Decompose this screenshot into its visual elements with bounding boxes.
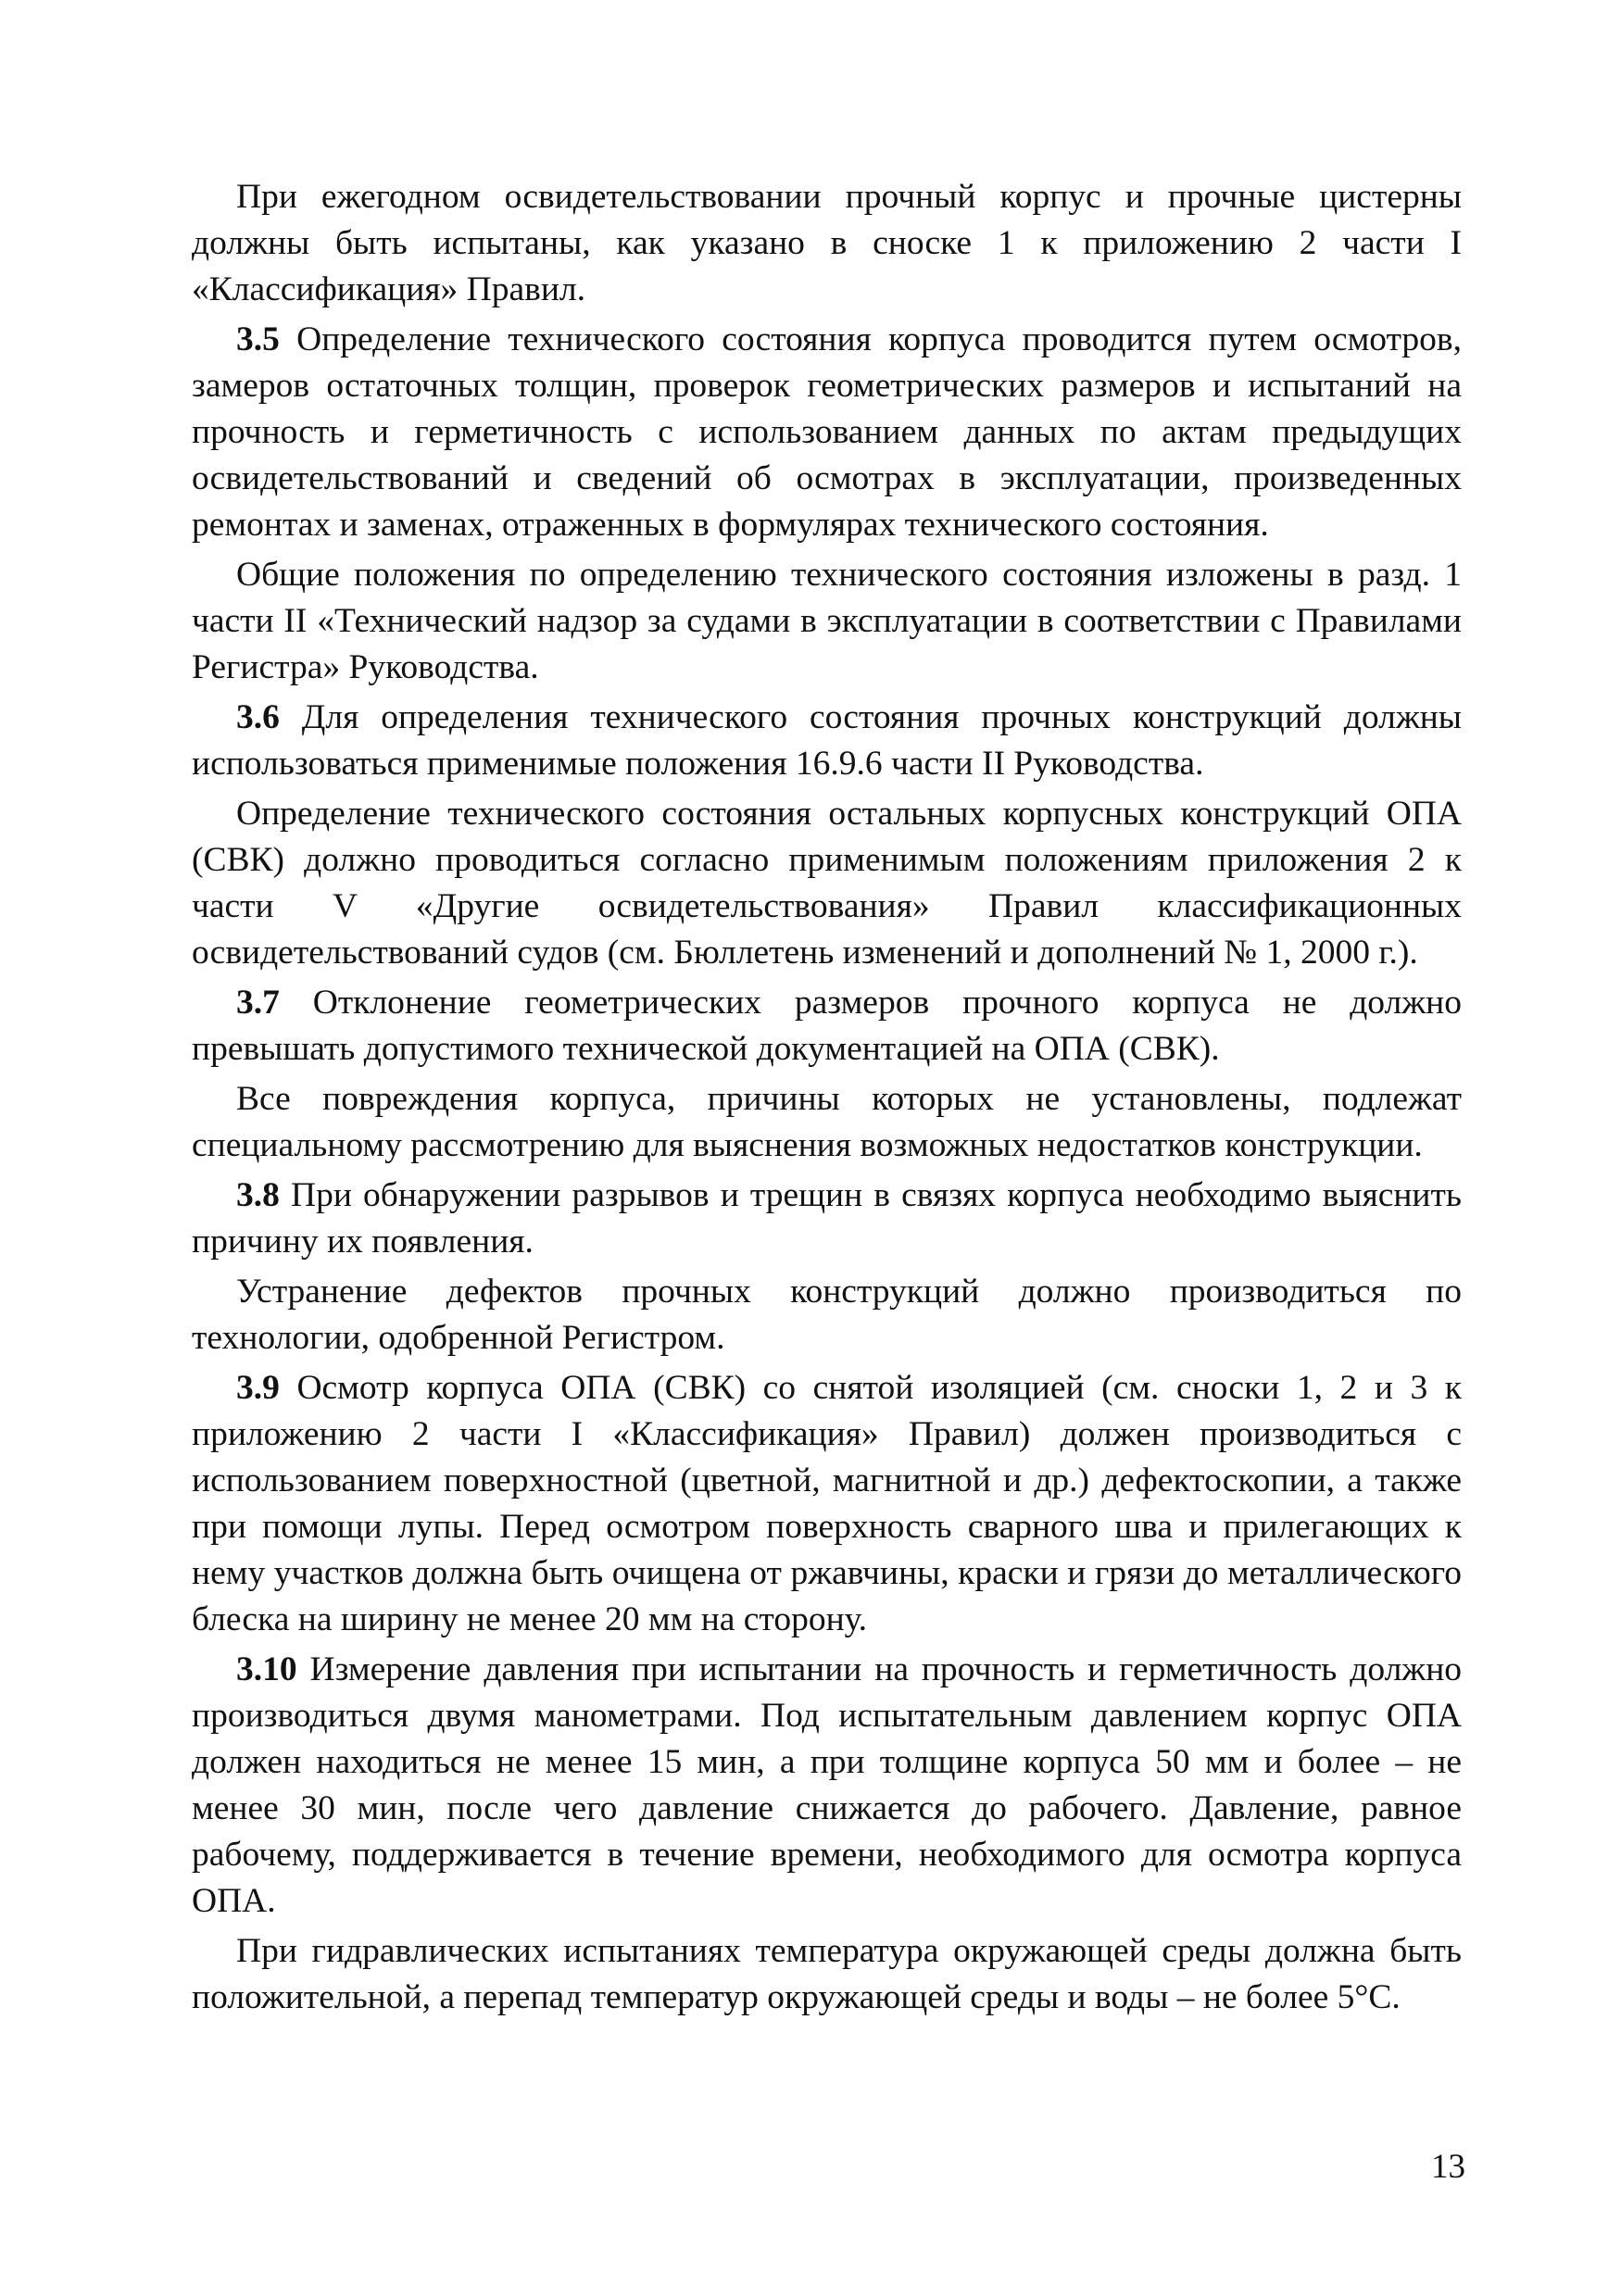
paragraph-text: Все повреждения корпуса, причины которых не установлены, подлежат специальному рассмотрению для выяснения возможных недостатков конструкции. (192, 1080, 1462, 1164)
paragraph-3-6 (192, 695, 1462, 787)
clause-number: 3.5 (236, 320, 280, 358)
paragraph-defect-elimination (192, 1269, 1462, 1361)
paragraph-text: Общие положения по определению технического состояния изложены в разд. 1 части II «Технический надзор за судами в эксплуатации в соответствии с Правилами Регистра» Руководства. (192, 556, 1462, 686)
paragraph-text: Определение технического состояния корпуса проводится путем осмотров, замеров остаточных толщин, проверок геометрических размеров и испытаний на прочность и герметичность с использованием данных по актам предыдущих освидетельствований и сведений об осмотрах в эксплуатации, произведенных ремонтах и заменах, отраженных в формулярах технического состояния. (192, 320, 1462, 544)
paragraph-other-structures (192, 791, 1462, 976)
body-text (192, 174, 1462, 2025)
paragraph-text: Устранение дефектов прочных конструкций должно производиться по технологии, одобренной Регистром. (192, 1273, 1462, 1357)
paragraph-3-8 (192, 1173, 1462, 1265)
paragraph-text: При обнаружении разрывов и трещин в связях корпуса необходимо выяснить причину их появления. (192, 1176, 1462, 1261)
paragraph-text: При гидравлических испытаниях температура окружающей среды должна быть положительной, а перепад температур окружающей среды и воды – не более 5°С. (192, 1932, 1462, 2016)
paragraph-text: Отклонение геометрических размеров прочного корпуса не должно превышать допустимого технической документацией на ОПА (СВК). (192, 984, 1462, 1068)
paragraph-general-provisions (192, 552, 1462, 691)
paragraph-text: Определение технического состояния остальных корпусных конструкций ОПА (СВК) должно проводиться согласно применимым положениям приложения 2 к части V «Другие освидетельствования» Правил классификационных освидетельствований судов (см. Бюллетень изменений и дополнений № 1, 2000 г.). (192, 795, 1462, 972)
clause-number: 3.8 (236, 1176, 280, 1214)
paragraph-3-5 (192, 317, 1462, 548)
clause-number: 3.9 (236, 1369, 280, 1407)
paragraph-3-9 (192, 1365, 1462, 1643)
paragraph-3-7 (192, 980, 1462, 1073)
paragraph-text: При ежегодном освидетельствовании прочный корпус и прочные цистерны должны быть испытаны, как указано в сноске 1 к приложению 2 части I «Классификация» Правил. (192, 178, 1462, 308)
page-number: 13 (1431, 2148, 1465, 2186)
clause-number: 3.7 (236, 984, 280, 1022)
paragraph-hull-damage (192, 1076, 1462, 1169)
paragraph-text: Измерение давления при испытании на прочность и герметичность должно производиться двумя манометрами. Под испытательным давлением корпус ОПА должен находиться не менее 15 мин, а при толщине корпуса 50 мм и более – не менее 30 мин, после чего давление снижается до рабочего. Давление, равное рабочему, поддерживается в течение времени, необходимого для осмотра корпуса ОПА. (192, 1650, 1463, 1920)
clause-number: 3.6 (236, 698, 280, 736)
paragraph-annual-survey (192, 174, 1462, 313)
paragraph-text: Осмотр корпуса ОПА (СВК) со снятой изоляцией (см. сноски 1, 2 и 3 к приложению 2 части I «Классификация» Правил) должен производиться с использованием поверхностной (цветной, магнитной и др.) дефектоскопии, а также при помощи лупы. Перед осмотром поверхность сварного шва и прилегающих к нему участков должна быть очищена от ржавчины, краски и грязи до металлического блеска на ширину не менее 20 мм на сторону. (192, 1369, 1463, 1638)
paragraph-text: Для определения технического состояния прочных конструкций должны использоваться применимые положения 16.9.6 части II Руководства. (192, 698, 1462, 783)
clause-number: 3.10 (236, 1650, 297, 1688)
paragraph-3-10 (192, 1647, 1462, 1925)
paragraph-hydraulic-tests (192, 1928, 1462, 2021)
